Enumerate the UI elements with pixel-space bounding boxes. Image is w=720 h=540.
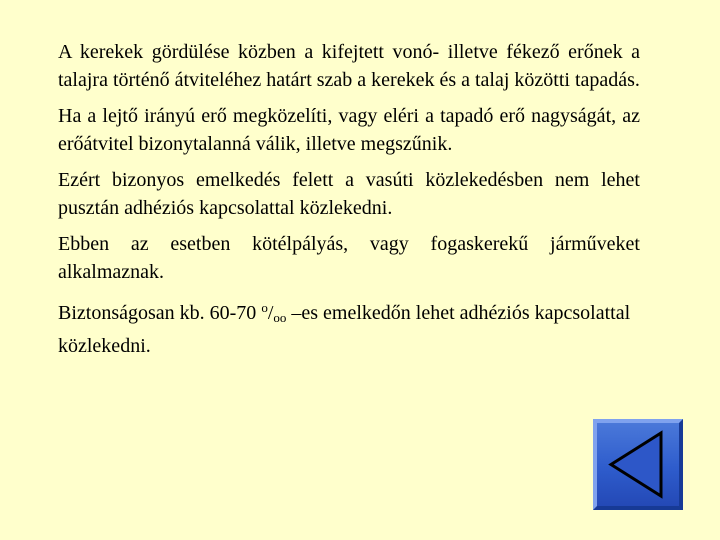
permille-slash: /: [267, 302, 274, 324]
paragraph-4: Ebben az esetben kötélpályás, vagy fogaskerekű járműveket alkalmaznak.: [58, 233, 640, 283]
paragraph-5: [58, 294, 640, 360]
slide-text: [58, 38, 640, 368]
back-button[interactable]: [593, 419, 683, 510]
paragraph-2: Ha a lejtő irányú erő megközelíti, vagy eléri a tapadó erő nagyságát, az erőátvitel bizonytalanná válik, illetve megszűnik.: [58, 105, 640, 155]
permille-superscript: o: [261, 300, 268, 315]
paragraph-5-end: –es emelkedőn lehet adhéziós kapcsolattal közlekedni.: [58, 302, 631, 357]
paragraph-1: A kerekek gördülése közben a kifejtett vonó- illetve fékező erőnek a talajra történő átviteléhez határt szab a kerekek és a talaj közötti tapadás.: [58, 41, 640, 91]
back-arrow-icon: [597, 423, 679, 506]
back-arrow-shape: [611, 433, 661, 496]
paragraph-5-start: Biztonságosan kb. 60-70: [58, 302, 262, 324]
paragraph-3: Ezért bizonyos emelkedés felett a vasúti közlekedésben nem lehet pusztán adhéziós kapcsolattal közlekedni.: [58, 169, 640, 219]
permille-subscript: oo: [273, 310, 287, 325]
